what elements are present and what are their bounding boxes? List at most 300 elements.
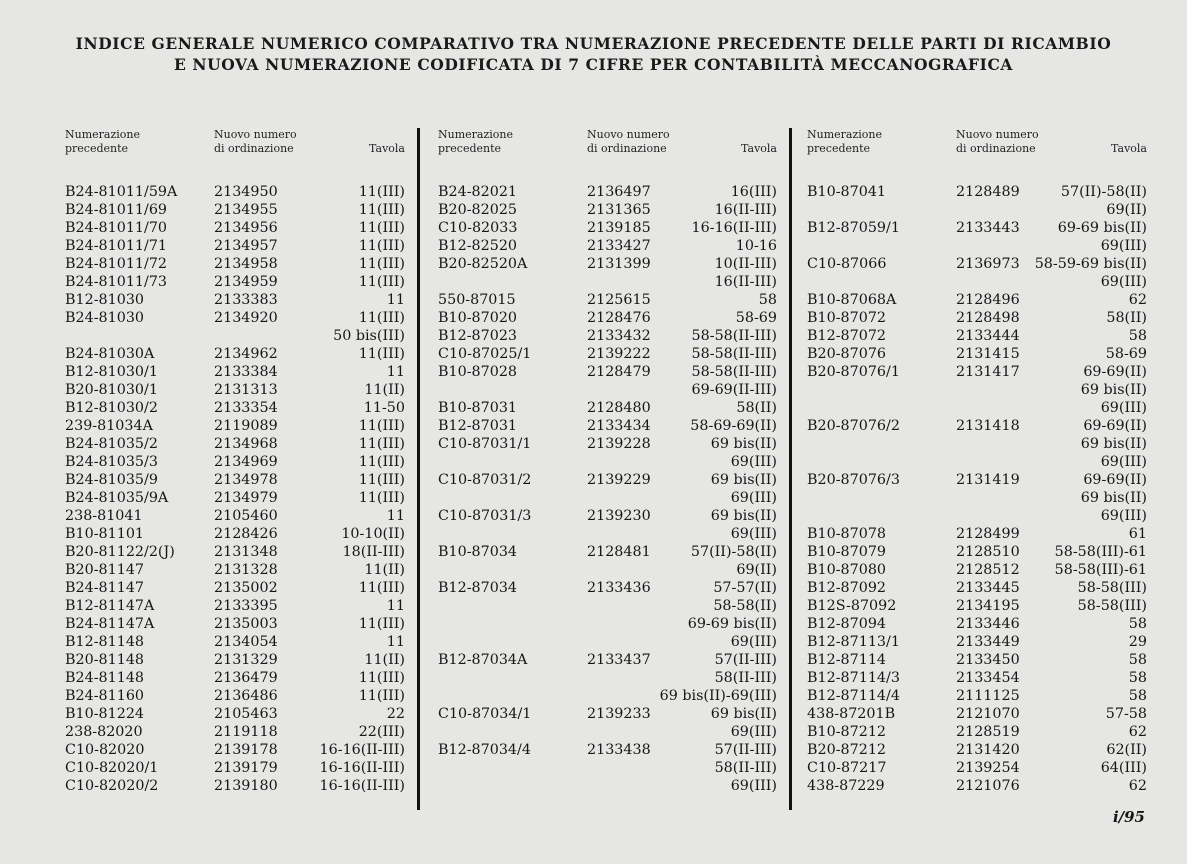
previous-number: B12S-87092	[807, 598, 897, 614]
table-row	[438, 435, 777, 453]
new-order-number: 2134950	[214, 184, 278, 200]
tavola-ref: 11(III)	[358, 490, 405, 506]
table-row	[438, 687, 777, 705]
table-row	[65, 507, 405, 525]
new-order-number: 2133450	[956, 652, 1020, 668]
new-order-number: 2133434	[587, 418, 651, 434]
table-row	[438, 219, 777, 237]
table-row	[65, 633, 405, 651]
tavola-ref: 58-69	[1105, 346, 1147, 362]
previous-number: C10-87217	[807, 760, 887, 776]
previous-number: B10-87028	[438, 364, 518, 380]
table-row	[65, 705, 405, 723]
tavola-ref: 10-16	[735, 238, 777, 254]
new-order-number: 2133354	[214, 400, 278, 416]
tavola-ref: 57(II)-58(II)	[1060, 184, 1147, 200]
tavola-ref: 58-58(II-III)	[691, 328, 777, 344]
new-order-number: 2131420	[956, 742, 1020, 758]
tavola-ref: 11(II)	[364, 652, 405, 668]
previous-number: B24-81147A	[65, 616, 155, 632]
new-order-number: 2133437	[587, 652, 651, 668]
previous-number: B12-81030/2	[65, 400, 158, 416]
table-row	[807, 705, 1147, 723]
header-label: precedente	[438, 141, 502, 155]
new-order-number: 2105460	[214, 508, 278, 524]
tavola-ref: 11(III)	[358, 238, 405, 254]
table-row	[807, 291, 1147, 309]
previous-number: C10-82033	[438, 220, 518, 236]
table-row	[65, 201, 405, 219]
previous-number: B20-87076/3	[807, 472, 900, 488]
header-label: precedente	[65, 141, 129, 155]
table-row	[438, 471, 777, 489]
tavola-ref: 10-10(II)	[341, 526, 405, 542]
table-row	[65, 687, 405, 705]
tavola-ref: 57(II-III)	[714, 652, 777, 668]
tavola-ref: 10(II-III)	[714, 256, 777, 272]
tavola-ref: 69(III)	[730, 634, 777, 650]
table-row	[65, 309, 405, 327]
header-label: Tavola	[741, 141, 777, 155]
new-order-number: 2133446	[956, 616, 1020, 632]
previous-number: B24-81147	[65, 580, 145, 596]
new-order-number: 2133395	[214, 598, 278, 614]
table-row	[438, 489, 777, 507]
table-row	[807, 741, 1147, 759]
table-row	[438, 651, 777, 669]
tavola-ref: 69(III)	[1100, 238, 1147, 254]
header-label: Tavola	[369, 141, 405, 155]
tavola-ref: 69(III)	[730, 724, 777, 740]
new-order-number: 2133449	[956, 634, 1020, 650]
tavola-ref: 61	[1128, 526, 1147, 542]
header-tavola	[369, 142, 405, 156]
table-row	[807, 579, 1147, 597]
previous-number: B20-81122/2(J)	[65, 544, 175, 560]
tavola-ref: 11(III)	[358, 670, 405, 686]
previous-number: B12-87059/1	[807, 220, 900, 236]
previous-number: 550-87015	[438, 292, 516, 308]
tavola-ref: 57-57(II)	[713, 580, 777, 596]
tavola-ref: 69 bis(II)	[1080, 436, 1147, 452]
previous-number: B20-81147	[65, 562, 145, 578]
previous-number: B12-87072	[807, 328, 887, 344]
tavola-ref: 69-69(II-III)	[691, 382, 777, 398]
tavola-ref: 16-16(II-III)	[319, 742, 405, 758]
tavola-ref: 64(III)	[1100, 760, 1147, 776]
previous-number: B20-87212	[807, 742, 887, 758]
new-order-number: 2128499	[956, 526, 1020, 542]
tavola-ref: 69(III)	[730, 454, 777, 470]
tavola-ref: 69-69(II)	[1083, 472, 1147, 488]
table-row	[438, 201, 777, 219]
tavola-ref: 58-58(III)-61	[1054, 544, 1147, 560]
new-order-number: 2105463	[214, 706, 278, 722]
new-order-number: 2139233	[587, 706, 651, 722]
table-row	[807, 543, 1147, 561]
tavola-ref: 18(II-III)	[342, 544, 405, 560]
new-order-number: 2134957	[214, 238, 278, 254]
new-order-number: 2134956	[214, 220, 278, 236]
new-order-number: 2135002	[214, 580, 278, 596]
previous-number: B12-82520	[438, 238, 518, 254]
table-row	[438, 543, 777, 561]
header-label: Numerazione	[438, 128, 513, 141]
header-tavola	[741, 142, 777, 156]
table-row	[438, 327, 777, 345]
tavola-ref: 69 bis(II)	[710, 436, 777, 452]
previous-number: B10-87031	[438, 400, 518, 416]
tavola-ref: 11(III)	[358, 274, 405, 290]
table-row	[65, 615, 405, 633]
tavola-ref: 62	[1128, 724, 1147, 740]
previous-number: C10-82020/2	[65, 778, 159, 794]
previous-number: B12-87092	[807, 580, 887, 596]
new-order-number: 2139222	[587, 346, 651, 362]
table-row	[807, 273, 1147, 291]
tavola-ref: 11(III)	[358, 616, 405, 632]
table-row	[65, 381, 405, 399]
tavola-ref: 58-58(III)-61	[1054, 562, 1147, 578]
tavola-ref: 58	[1128, 688, 1147, 704]
new-order-number: 2139228	[587, 436, 651, 452]
table-row	[438, 597, 777, 615]
table-row	[438, 255, 777, 273]
previous-number: B10-87078	[807, 526, 887, 542]
tavola-ref: 58-58(II)	[713, 598, 777, 614]
table-row	[807, 651, 1147, 669]
table-row	[65, 489, 405, 507]
table-row	[807, 309, 1147, 327]
table-row	[807, 525, 1147, 543]
new-order-number: 2134968	[214, 436, 278, 452]
new-order-number: 2134955	[214, 202, 278, 218]
new-order-number: 2139179	[214, 760, 278, 776]
table-row	[807, 633, 1147, 651]
tavola-ref: 62	[1128, 778, 1147, 794]
table-row	[807, 255, 1147, 273]
previous-number: B10-81224	[65, 706, 145, 722]
table-row	[438, 615, 777, 633]
header-label: di ordinazione	[214, 141, 294, 155]
previous-number: 438-87201B	[807, 706, 896, 722]
previous-number: B12-87034	[438, 580, 518, 596]
table-row	[807, 687, 1147, 705]
previous-number: B10-81101	[65, 526, 145, 542]
previous-number: B20-87076	[807, 346, 887, 362]
tavola-ref: 69(III)	[1100, 508, 1147, 524]
table-row	[438, 417, 777, 435]
tavola-ref: 57-58	[1105, 706, 1147, 722]
new-order-number: 2131418	[956, 418, 1020, 434]
table-row	[807, 219, 1147, 237]
tavola-ref: 58	[1128, 670, 1147, 686]
previous-number: C10-87031/1	[438, 436, 532, 452]
tavola-ref: 58-58(II-III)	[691, 364, 777, 380]
previous-number: B24-81030A	[65, 346, 155, 362]
tavola-ref: 69 bis(II)	[710, 472, 777, 488]
new-order-number: 2133436	[587, 580, 651, 596]
tavola-ref: 11(III)	[358, 220, 405, 236]
tavola-ref: 69(III)	[730, 526, 777, 542]
table-row	[807, 561, 1147, 579]
previous-number: B12-81147A	[65, 598, 155, 614]
previous-number: B10-87034	[438, 544, 518, 560]
tavola-ref: 29	[1128, 634, 1147, 650]
table-row	[807, 201, 1147, 219]
table-row	[807, 507, 1147, 525]
previous-number: B24-81035/9	[65, 472, 158, 488]
table-row	[65, 777, 405, 795]
previous-number: B12-87023	[438, 328, 518, 344]
table-row	[807, 363, 1147, 381]
table-row	[438, 759, 777, 777]
tavola-ref: 11	[386, 508, 405, 524]
previous-number: C10-87034/1	[438, 706, 532, 722]
header-tavola	[1111, 142, 1147, 156]
previous-number: B24-81148	[65, 670, 145, 686]
column-divider-left	[417, 128, 420, 810]
tavola-ref: 16-16(II-III)	[691, 220, 777, 236]
table-row	[438, 273, 777, 291]
table-row	[438, 237, 777, 255]
table-row	[438, 399, 777, 417]
header-nuovo-numero	[956, 128, 1039, 155]
previous-number: B24-81011/69	[65, 202, 168, 218]
previous-number: B20-81148	[65, 652, 145, 668]
new-order-number: 2119118	[214, 724, 278, 740]
new-order-number: 2128476	[587, 310, 651, 326]
tavola-ref: 58	[758, 292, 777, 308]
header-label: Tavola	[1111, 141, 1147, 155]
new-order-number: 2131419	[956, 472, 1020, 488]
tavola-ref: 58(II-III)	[714, 670, 777, 686]
table-row	[438, 309, 777, 327]
new-order-number: 2128481	[587, 544, 651, 560]
new-order-number: 2131348	[214, 544, 278, 560]
previous-number: B24-81160	[65, 688, 145, 704]
previous-number: C10-87025/1	[438, 346, 532, 362]
table-row	[65, 597, 405, 615]
new-order-number: 2131399	[587, 256, 651, 272]
previous-number: B12-87114/4	[807, 688, 900, 704]
previous-number: B10-87212	[807, 724, 887, 740]
table-row	[438, 381, 777, 399]
tavola-ref: 11(III)	[358, 346, 405, 362]
new-order-number: 2134195	[956, 598, 1020, 614]
new-order-number: 2121076	[956, 778, 1020, 794]
tavola-ref: 11(III)	[358, 256, 405, 272]
tavola-ref: 58(II-III)	[714, 760, 777, 776]
previous-number: C10-87031/3	[438, 508, 532, 524]
table-row	[438, 705, 777, 723]
previous-number: B24-81011/59A	[65, 184, 178, 200]
tavola-ref: 16(III)	[730, 184, 777, 200]
previous-number: B12-87034/4	[438, 742, 531, 758]
new-order-number: 2131313	[214, 382, 278, 398]
tavola-ref: 11(III)	[358, 418, 405, 434]
new-order-number: 2131417	[956, 364, 1020, 380]
table-row	[807, 453, 1147, 471]
table-row	[807, 471, 1147, 489]
previous-number: B24-81035/9A	[65, 490, 169, 506]
tavola-ref: 16-16(II-III)	[319, 778, 405, 794]
tavola-ref: 69-69(II)	[1083, 364, 1147, 380]
tavola-ref: 58(II)	[1106, 310, 1147, 326]
new-order-number: 2136486	[214, 688, 278, 704]
table-row	[438, 579, 777, 597]
table-row	[65, 669, 405, 687]
previous-number: B12-87031	[438, 418, 518, 434]
table-row	[438, 345, 777, 363]
new-order-number: 2128479	[587, 364, 651, 380]
new-order-number: 2139180	[214, 778, 278, 794]
previous-number: B20-87076/1	[807, 364, 900, 380]
previous-number: B20-82520A	[438, 256, 528, 272]
tavola-ref: 11	[386, 364, 405, 380]
tavola-ref: 58-58(II-III)	[691, 346, 777, 362]
new-order-number: 2128512	[956, 562, 1020, 578]
new-order-number: 2131415	[956, 346, 1020, 362]
new-order-number: 2128510	[956, 544, 1020, 560]
tavola-ref: 57(II)-58(II)	[690, 544, 777, 560]
table-row	[807, 417, 1147, 435]
table-row	[807, 435, 1147, 453]
tavola-ref: 58	[1128, 652, 1147, 668]
table-row	[807, 399, 1147, 417]
new-order-number: 2128480	[587, 400, 651, 416]
new-order-number: 2139185	[587, 220, 651, 236]
new-order-number: 2133432	[587, 328, 651, 344]
new-order-number: 2131329	[214, 652, 278, 668]
new-order-number: 2134958	[214, 256, 278, 272]
new-order-number: 2136479	[214, 670, 278, 686]
tavola-ref: 58(II)	[736, 400, 777, 416]
new-order-number: 2128426	[214, 526, 278, 542]
table-row	[807, 183, 1147, 201]
previous-number: 239-81034A	[65, 418, 153, 434]
tavola-ref: 69(III)	[1100, 454, 1147, 470]
tavola-ref: 69-69 bis(II)	[687, 616, 777, 632]
tavola-ref: 16(II-III)	[714, 202, 777, 218]
previous-number: B10-87068A	[807, 292, 897, 308]
table-row	[807, 615, 1147, 633]
new-order-number: 2133438	[587, 742, 651, 758]
previous-number: B24-81011/70	[65, 220, 168, 236]
table-row	[807, 237, 1147, 255]
previous-number: B10-87041	[807, 184, 887, 200]
previous-number: B12-87094	[807, 616, 887, 632]
tavola-ref: 58	[1128, 328, 1147, 344]
table-row	[65, 561, 405, 579]
table-row	[438, 723, 777, 741]
previous-number: C10-87066	[807, 256, 887, 272]
tavola-ref: 22(III)	[358, 724, 405, 740]
previous-number: B20-82025	[438, 202, 518, 218]
new-order-number: 2133444	[956, 328, 1020, 344]
new-order-number: 2133383	[214, 292, 278, 308]
tavola-ref: 57(II-III)	[714, 742, 777, 758]
new-order-number: 2133445	[956, 580, 1020, 596]
table-row	[65, 345, 405, 363]
header-numerazione-precedente	[438, 128, 513, 155]
page-number: i/95	[1112, 808, 1145, 826]
table-row	[65, 453, 405, 471]
table-row	[65, 741, 405, 759]
tavola-ref: 69 bis(II)	[710, 706, 777, 722]
previous-number: B24-81035/2	[65, 436, 158, 452]
new-order-number: 2134959	[214, 274, 278, 290]
header-numerazione-precedente	[807, 128, 882, 155]
table-row	[807, 381, 1147, 399]
tavola-ref: 69(III)	[1100, 274, 1147, 290]
new-order-number: 2136973	[956, 256, 1020, 272]
tavola-ref: 58-59-69 bis(II)	[1034, 256, 1147, 272]
table-row	[807, 489, 1147, 507]
new-order-number: 2128519	[956, 724, 1020, 740]
tavola-ref: 69 bis(II)	[1080, 490, 1147, 506]
table-row	[65, 579, 405, 597]
previous-number: B10-87020	[438, 310, 518, 326]
header-label: di ordinazione	[956, 141, 1036, 155]
header-label: Numerazione	[65, 128, 140, 141]
previous-number: B24-81030	[65, 310, 145, 326]
tavola-ref: 62(II)	[1106, 742, 1147, 758]
new-order-number: 2139254	[956, 760, 1020, 776]
tavola-ref: 11(III)	[358, 202, 405, 218]
table-row	[65, 219, 405, 237]
tavola-ref: 69 bis(II)	[1080, 382, 1147, 398]
tavola-ref: 11	[386, 634, 405, 650]
table-row	[438, 633, 777, 651]
tavola-ref: 58-69	[735, 310, 777, 326]
tavola-ref: 11(III)	[358, 580, 405, 596]
new-order-number: 2134920	[214, 310, 278, 326]
tavola-ref: 69 bis(II)	[710, 508, 777, 524]
table-row	[65, 363, 405, 381]
tavola-ref: 11(III)	[358, 436, 405, 452]
header-nuovo-numero	[214, 128, 297, 155]
previous-number: B20-87076/2	[807, 418, 900, 434]
previous-number: 238-82020	[65, 724, 143, 740]
new-order-number: 2134054	[214, 634, 278, 650]
table-row	[65, 759, 405, 777]
table-row	[65, 525, 405, 543]
new-order-number: 2139230	[587, 508, 651, 524]
table-row	[438, 669, 777, 687]
table-row	[807, 777, 1147, 795]
new-order-number: 2131328	[214, 562, 278, 578]
tavola-ref: 58	[1128, 616, 1147, 632]
table-row	[807, 345, 1147, 363]
new-order-number: 2139178	[214, 742, 278, 758]
tavola-ref: 50 bis(III)	[333, 328, 405, 344]
tavola-ref: 11(II)	[364, 382, 405, 398]
tavola-ref: 69-69(II)	[1083, 418, 1147, 434]
new-order-number: 2128489	[956, 184, 1020, 200]
new-order-number: 2134962	[214, 346, 278, 362]
table-row	[438, 363, 777, 381]
table-row	[65, 651, 405, 669]
header-label: Nuovo numero	[214, 128, 297, 141]
new-order-number: 2133443	[956, 220, 1020, 236]
previous-number: B12-87113/1	[807, 634, 900, 650]
header-label: Nuovo numero	[587, 128, 670, 141]
new-order-number: 2133384	[214, 364, 278, 380]
header-nuovo-numero	[587, 128, 670, 155]
new-order-number: 2134969	[214, 454, 278, 470]
previous-number: B12-87114	[807, 652, 887, 668]
